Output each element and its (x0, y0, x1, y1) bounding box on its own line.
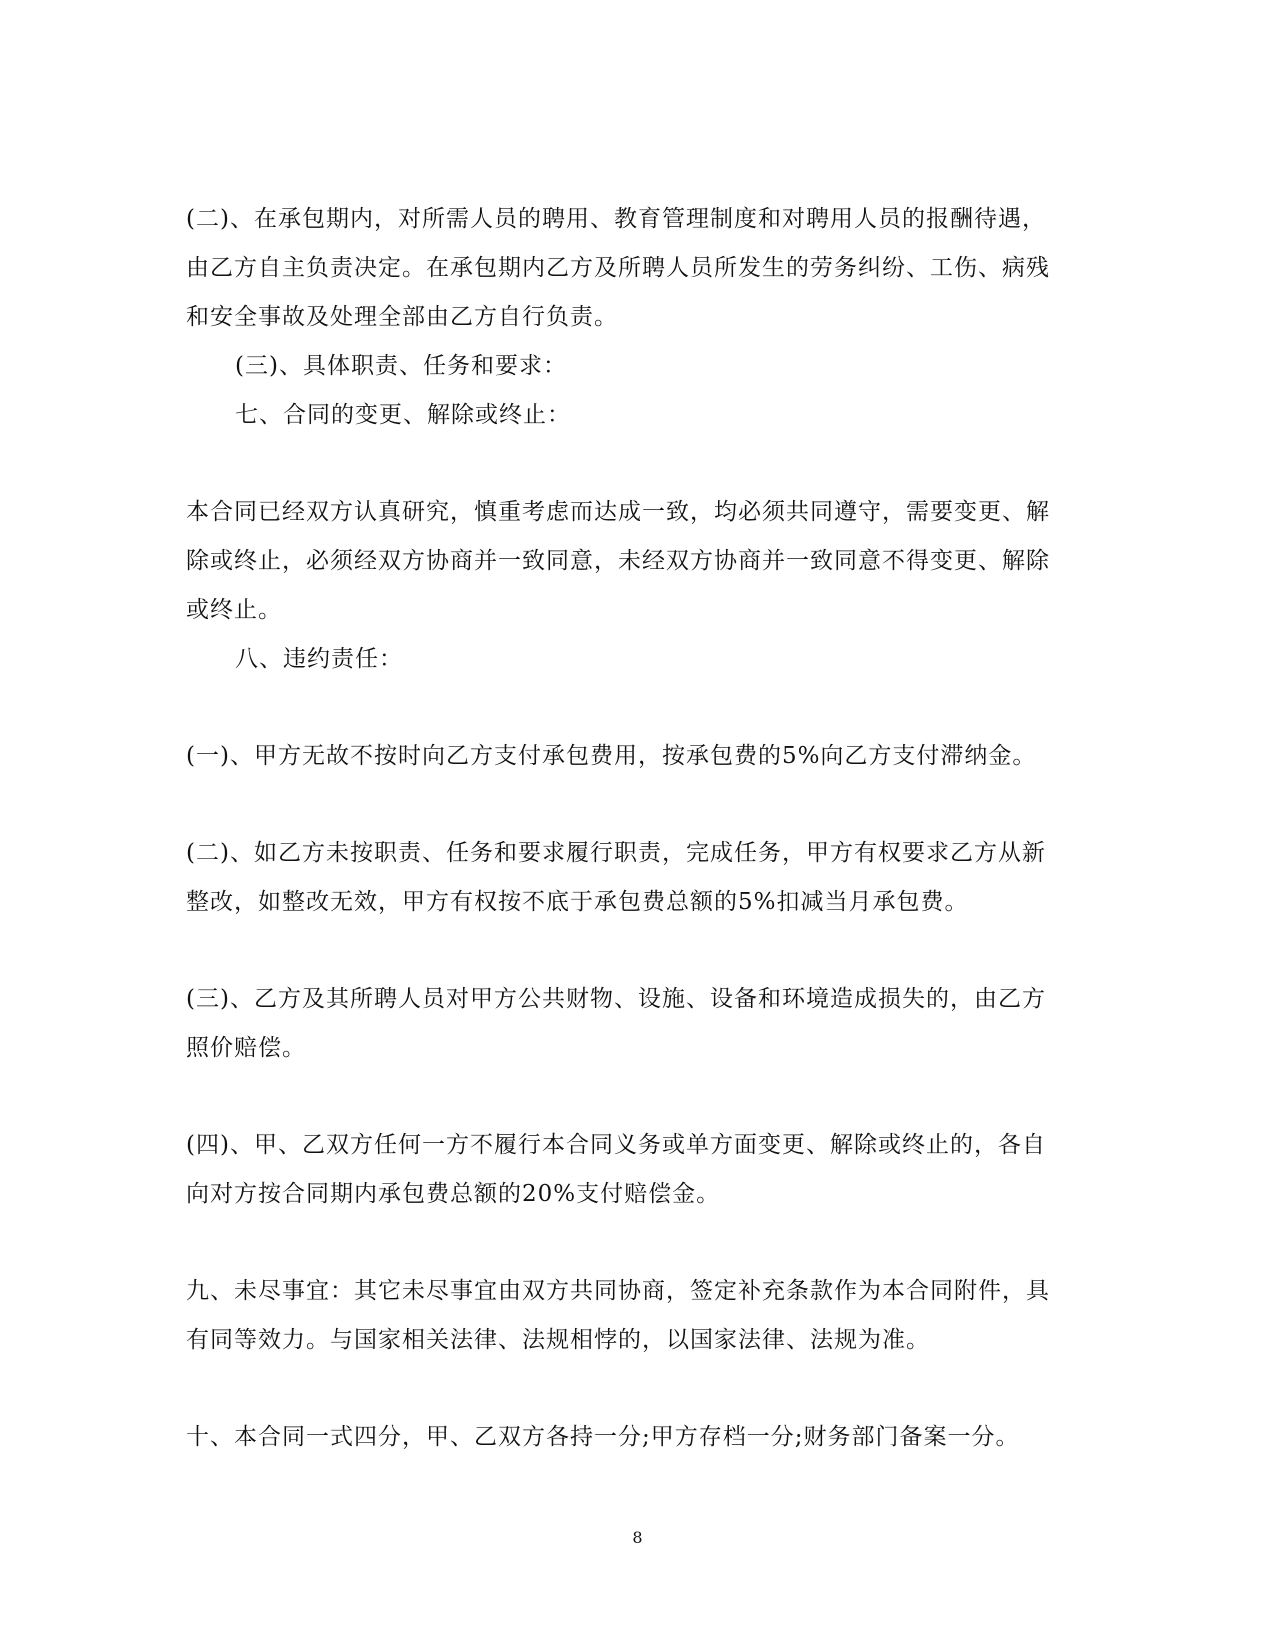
text-line: (四)、甲、乙双方任何一方不履行本合同义务或单方面变更、解除或终止的，各自 (186, 1132, 1046, 1158)
text-line: (二)、如乙方未按职责、任务和要求履行职责，完成任务，甲方有权要求乙方从新 (186, 840, 1046, 866)
section-heading: 七、合同的变更、解除或终止： (235, 402, 571, 428)
text-line: 照价赔偿。 (186, 1035, 306, 1061)
text-line: 或终止。 (186, 597, 282, 623)
text-line: 向对方按合同期内承包费总额的20%支付赔偿金。 (186, 1181, 721, 1207)
text-line: 由乙方自主负责决定。在承包期内乙方及所聘人员所发生的劳务纠纷、工伤、病残 (186, 255, 1050, 281)
text-line: (二)、在承包期内，对所需人员的聘用、教育管理制度和对聘用人员的报酬待遇， (186, 206, 1046, 232)
text-line: 整改，如整改无效，甲方有权按不底于承包费总额的5%扣减当月承包费。 (186, 889, 969, 915)
text-line: (三)、乙方及其所聘人员对甲方公共财物、设施、设备和环境造成损失的，由乙方 (186, 986, 1046, 1012)
text-line: 除或终止，必须经双方协商并一致同意，未经双方协商并一致同意不得变更、解除 (186, 548, 1050, 574)
text-line: 十、本合同一式四分，甲、乙双方各持一分;甲方存档一分;财务部门备案一分。 (186, 1424, 1020, 1450)
text-line: 有同等效力。与国家相关法律、法规相悖的，以国家法律、法规为准。 (186, 1327, 930, 1353)
text-line: 本合同已经双方认真研究，慎重考虑而达成一致，均必须共同遵守，需要变更、解 (186, 499, 1050, 525)
page-number: 8 (632, 1528, 643, 1547)
section-heading: 八、违约责任： (235, 646, 403, 672)
text-line: (一)、甲方无故不按时向乙方支付承包费用，按承包费的5%向乙方支付滞纳金。 (186, 743, 1037, 769)
text-line: 九、未尽事宜：其它未尽事宜由双方共同协商，签定补充条款作为本合同附件，具 (186, 1278, 1050, 1304)
text-line: 和安全事故及处理全部由乙方自行负责。 (186, 304, 618, 330)
text-line: (三)、具体职责、任务和要求： (235, 353, 567, 379)
